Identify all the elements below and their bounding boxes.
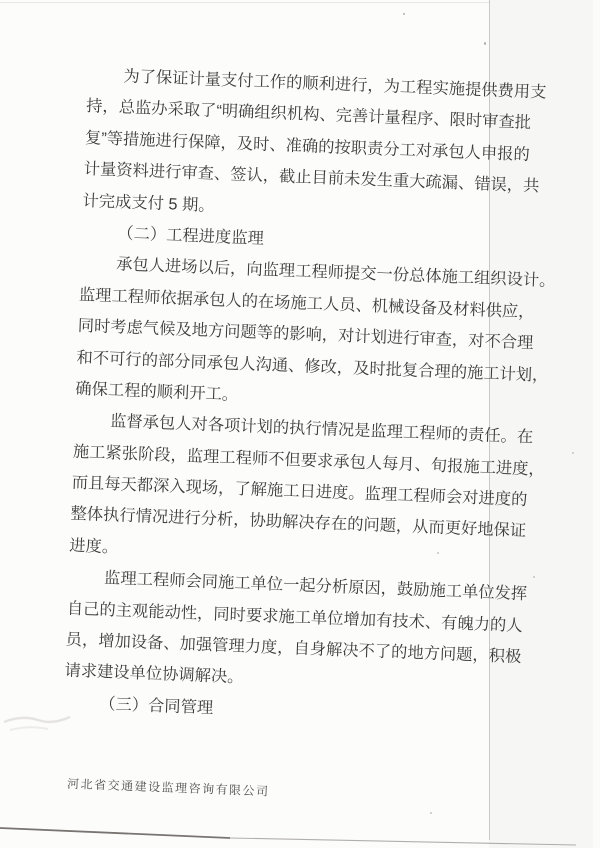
doc-line: 持，总监办采取了“明确组织机构、完善计量程序、限时审查批: [85, 97, 532, 133]
doc-line: 监督承包人对各项计划的执行情况是监理工程师的责任。在: [109, 412, 534, 447]
page-top-edge-line: [0, 2, 489, 3]
doc-line: 施工紧张阶段，监理工程师不但要求承包人每月、旬报施工进度，: [72, 442, 546, 479]
doc-line: 而且每天都深入现场，了解施工日进度。监理工程师会对进度的: [71, 473, 528, 510]
scan-speck: [484, 42, 486, 45]
footer-company-name: 河北省交通建设监理咨询有限公司: [66, 776, 270, 799]
doc-line: 计完成支付 5 期。: [82, 191, 215, 215]
doc-line: 员，增加设备、加强管理力度，自身解决不了的地方问题，积极: [65, 630, 522, 667]
doc-line: 确保工程的顺利开工。: [75, 379, 239, 404]
doc-line: 请求建设单位协调解决。: [64, 661, 244, 687]
doc-line: 为了保证计量支付工作的顺利进行，为工程实施提供费用支: [123, 67, 547, 102]
doc-line: 监理工程师依据承包人的在场施工人员、机械设备及材料供应，: [78, 285, 535, 322]
doc-line: 自己的主观能动性，同时要求施工单位增加有技术、有魄力的人: [66, 599, 523, 635]
doc-line: 同时考虑气候及地方问题等的影响，对计划进行审查，对不合理: [77, 316, 534, 353]
scan-speck: [403, 13, 405, 15]
doc-line: 计量资料进行审查、签认，截止目前未发生重大疏漏、错误，共: [83, 160, 540, 196]
scan-speck: [437, 552, 439, 554]
scan-far-right-strip: [593, 0, 600, 848]
section-heading-progress-supervision: （二）工程进度监理: [117, 224, 265, 248]
doc-line: 整体执行情况进行分析，协助解决存在的问题，从而更好地保证: [70, 505, 527, 541]
document-body: [60, 60, 556, 817]
doc-line: 进度。: [69, 536, 119, 557]
scan-speck: [572, 452, 574, 454]
doc-line: 复”等措施进行保障，及时、准确的按职责分工对承包人申报的: [84, 128, 531, 164]
section-heading-contract-management: （三）合同管理: [98, 694, 214, 718]
doc-line: 和不可行的部分同承包人沟通、修改，及时批复合理的施工计划，: [76, 348, 549, 385]
doc-line: 承包人进场以后，向监理工程师提交一份总体施工组织设计。: [115, 255, 556, 291]
scan-speck: [533, 576, 535, 578]
doc-line: 监理工程师会同施工单位一起分析原因，鼓励施工单位发挥: [103, 569, 528, 604]
scan-speck: [430, 812, 432, 814]
